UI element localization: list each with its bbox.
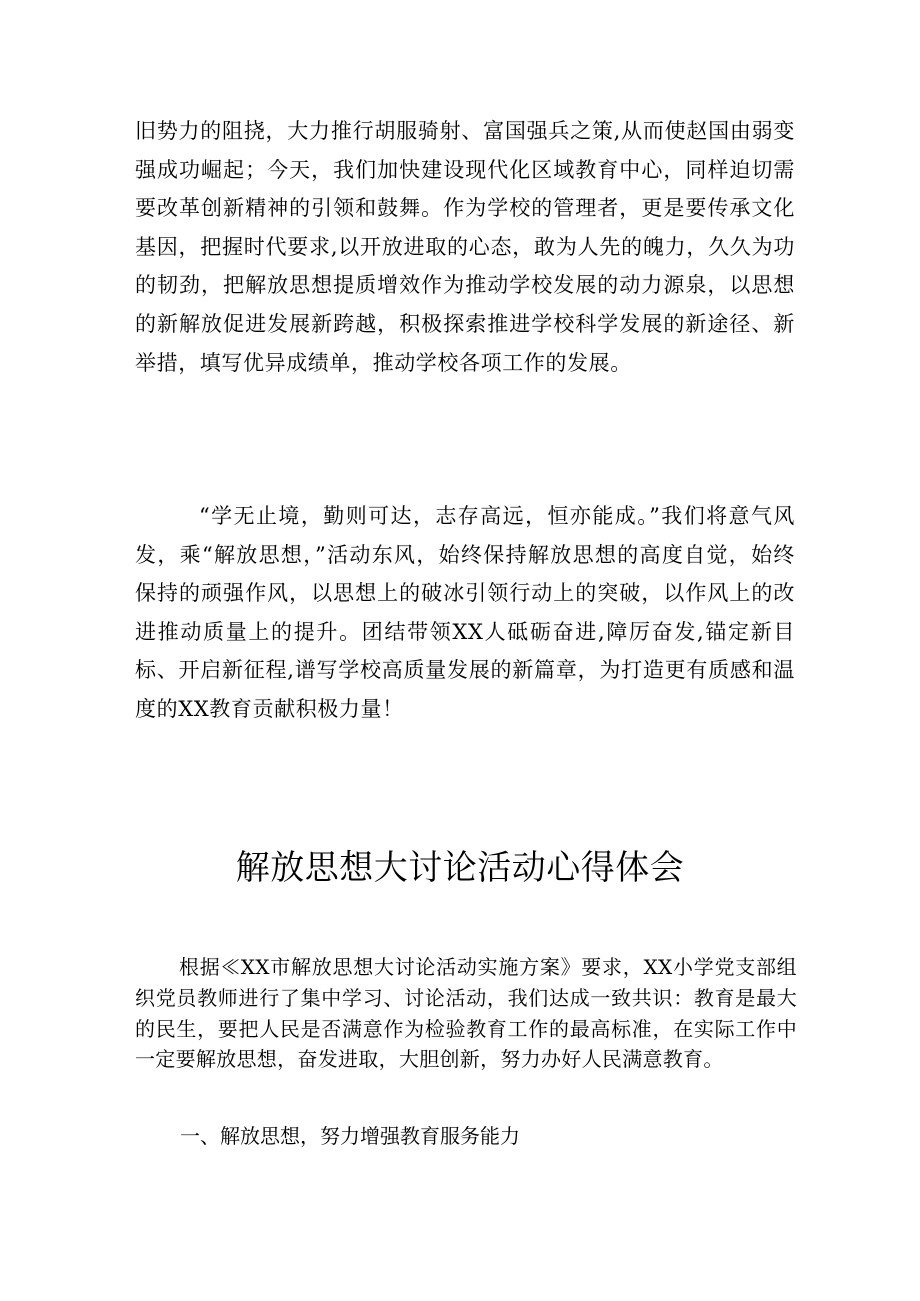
body-paragraph: “学无止境，勤则可达，志存高远，恒亦能成。”我们将意气风发，乘“解放思想，”活动东风，始终保持解放思想的高度自觉，始终保持的顽强作风，以思想上的破冰引领行动上的突破，以作风上的改进推动质量上的提升。团结带领XX人砥砺奋进,障厉奋发,锚定新目标、开启新征程,谱写学校高质量发展的新篇章，为打造更有质感和温度的XX教育贡献积极力量！ [135, 504, 795, 721]
document-title: 解放思想大讨论活动心得体会 [235, 848, 685, 888]
body-paragraph: 旧势力的阻挠，大力推行胡服骑射、富国强兵之策,从而使赵国由弱变强成功崛起；今天，我们加快建设现代化区域教育中心，同样迫切需要改革创新精神的引领和鼓舞。作为学校的管理者，更是要传承文化基因，把握时代要求,以开放进取的心态，敢为人先的魄力，久久为功的韧劲，把解放思想提质增效作为推动学校发展的动力源泉，以思想的新解放促进发展新跨越，积极探索推进学校科学发展的新途径、新举措，填写优异成绩单，推动学校各项工作的发展。 [135, 119, 795, 375]
section-heading: 一、解放思想，努力增强教育服务能力 [180, 1124, 520, 1148]
body-paragraph: 根据≪XX市解放思想大讨论活动实施方案》要求，XX小学党支部组织党员教师进行了集中学习、讨论活动，我们达成一致共识：教育是最大的民生，要把人民是否满意作为检验教育工作的最高标准，在实际工作中一定要解放思想，奋发进取，大胆创新，努力办好人民满意教育。 [135, 955, 797, 1072]
